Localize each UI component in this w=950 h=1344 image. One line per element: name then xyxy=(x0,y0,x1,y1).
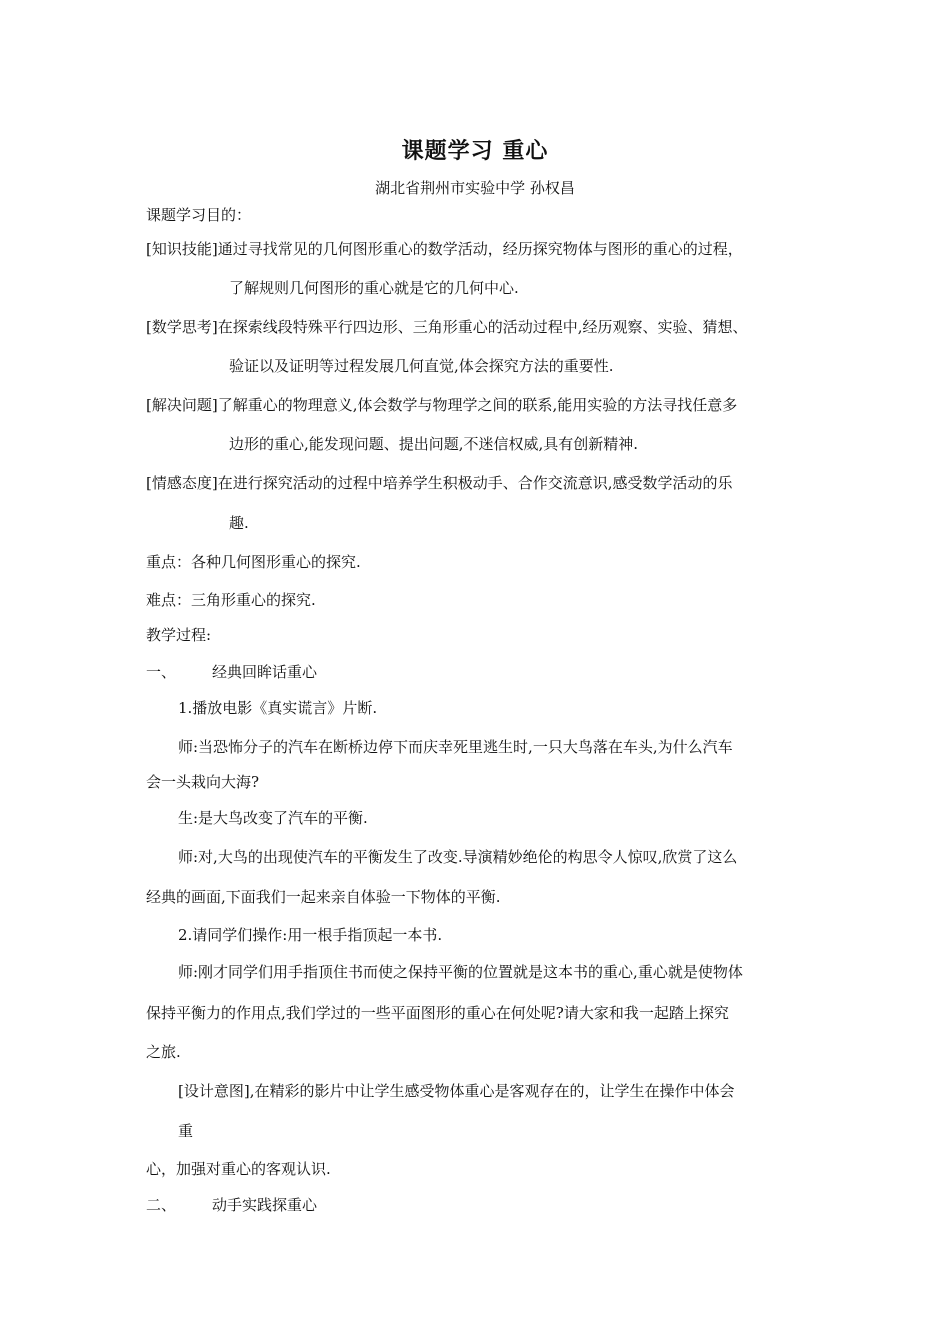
section1-paragraph-2-line2: 会一头栽向大海? xyxy=(146,773,260,791)
section1-paragraph-1: 1.播放电影《真实谎言》片断. xyxy=(178,699,378,717)
design-intent-line2: 重 xyxy=(178,1122,194,1140)
section1-title: 经典回眸话重心 xyxy=(212,663,318,681)
objective-problem-solving-line1: [解决问题]了解重心的物理意义,体会数学与物理学之间的联系,能用实验的方法寻找任意多 xyxy=(146,396,738,414)
section1-paragraph-6-line3: 之旅. xyxy=(146,1043,181,1061)
section2-number: 二、 xyxy=(146,1196,177,1214)
section1-paragraph-4-line2: 经典的画面,下面我们一起来亲自体验一下物体的平衡. xyxy=(146,888,501,906)
section1-paragraph-6-line2: 保持平衡力的作用点,我们学过的一些平面图形的重心在何处呢?请大家和我一起踏上探究 xyxy=(146,1004,729,1022)
section1-paragraph-4-line1: 师:对,大鸟的出现使汽车的平衡发生了改变.导演精妙绝伦的构思令人惊叹,欣赏了这么 xyxy=(178,848,738,866)
section1-paragraph-6-line1: 师:刚才同学们用手指顶住书而使之保持平衡的位置就是这本书的重心,重心就是使物体 xyxy=(178,963,743,981)
design-intent-line1: [设计意图],在精彩的影片中让学生感受物体重心是客观存在的，让学生在操作中体会 xyxy=(178,1082,735,1100)
objective-problem-solving-line2: 边形的重心,能发现问题、提出问题,不迷信权威,具有创新精神. xyxy=(229,435,639,453)
author-byline: 湖北省荆州市实验中学 孙权昌 xyxy=(375,179,575,197)
process-heading: 教学过程: xyxy=(146,626,212,644)
section1-number: 一、 xyxy=(146,663,177,681)
section1-paragraph-5: 2.请同学们操作:用一根手指顶起一本书. xyxy=(178,926,443,944)
page-title: 课题学习 重心 xyxy=(401,138,549,164)
key-point: 重点：各种几何图形重心的探究. xyxy=(146,553,361,571)
objectives-heading: 课题学习目的： xyxy=(146,206,252,224)
objective-knowledge-line1: [知识技能]通过寻找常见的几何图形重心的数学活动，经历探究物体与图形的重心的过程， xyxy=(146,240,743,258)
objective-attitude-line1: [情感态度]在进行探究活动的过程中培养学生积极动手、合作交流意识,感受数学活动的乐 xyxy=(146,474,733,492)
section2-title: 动手实践探重心 xyxy=(212,1196,318,1214)
objective-knowledge-line2: 了解规则几何图形的重心就是它的几何中心. xyxy=(229,279,519,297)
difficult-point: 难点：三角形重心的探究. xyxy=(146,591,316,609)
objective-math-thinking-line2: 验证以及证明等过程发展几何直觉,体会探究方法的重要性. xyxy=(229,357,614,375)
objective-math-thinking-line1: [数学思考]在探索线段特殊平行四边形、三角形重心的活动过程中,经历观察、实验、猜想、 xyxy=(146,318,748,336)
objective-attitude-line2: 趣. xyxy=(229,514,249,532)
section1-paragraph-3: 生:是大鸟改变了汽车的平衡. xyxy=(178,809,368,827)
design-intent-line3: 心，加强对重心的客观认识. xyxy=(146,1160,331,1178)
section1-paragraph-2-line1: 师:当恐怖分子的汽车在断桥边停下而庆幸死里逃生时,一只大鸟落在车头,为什么汽车 xyxy=(178,738,733,756)
